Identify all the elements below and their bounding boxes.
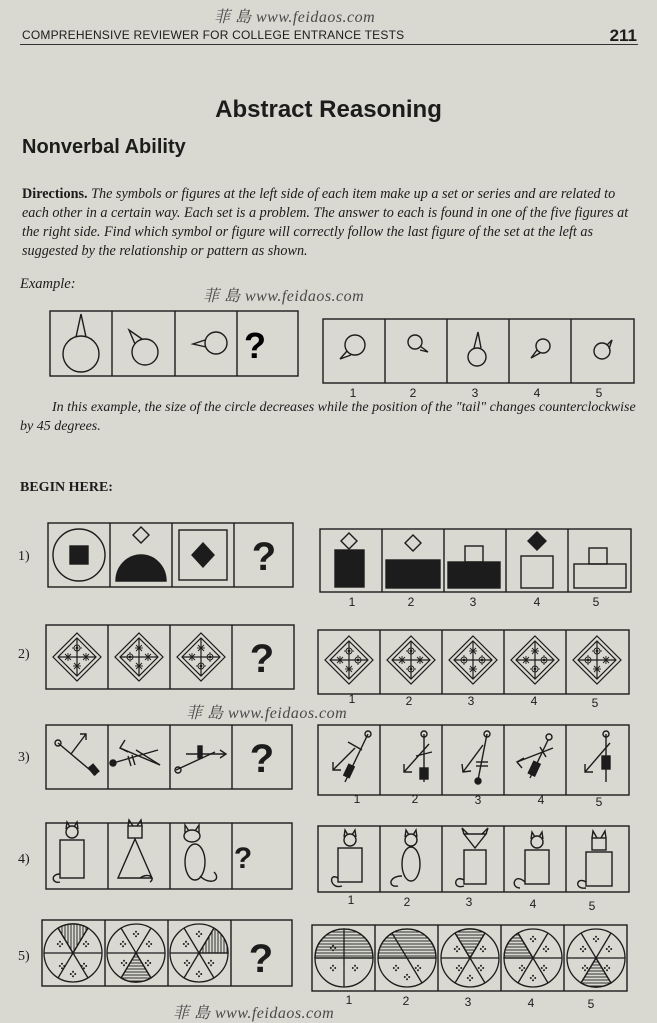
item-4-option-1: 1 [347, 893, 355, 907]
section-subtitle: Nonverbal Ability [22, 136, 186, 158]
item-1-option-2: 2 [407, 595, 415, 609]
item-5-option-5: 5 [587, 997, 595, 1011]
item-3-option-1: 1 [353, 792, 361, 806]
item-1-option-3: 3 [469, 595, 477, 609]
example-question-mark: ? [244, 325, 266, 366]
item-4-option-3: 3 [465, 895, 473, 909]
watermark-bottom: 菲 島 www.feidaos.com [173, 1005, 335, 1022]
item-1-question-mark: ? [251, 535, 277, 579]
item-number-2: 2) [18, 647, 30, 662]
begin-label: BEGIN HERE: [20, 480, 113, 495]
item-1-option-4: 4 [533, 595, 541, 609]
item-1-option-5: 5 [592, 595, 600, 609]
example-option-4: 4 [533, 386, 541, 400]
item-3-option-5: 5 [595, 795, 603, 809]
item-4-option-4: 4 [529, 897, 537, 911]
page-title: Abstract Reasoning [215, 96, 442, 123]
item-1-option-1: 1 [348, 595, 356, 609]
item-3-option-3: 3 [474, 793, 482, 807]
item-2-option-4: 4 [530, 694, 538, 708]
example-label: Example: [20, 276, 76, 292]
item-number-1: 1) [18, 549, 30, 564]
item-2-option-5: 5 [591, 696, 599, 710]
item-3-option-2: 2 [411, 792, 419, 806]
directions-text: The symbols or figures at the left side of each item make up a set or series and are related to each other in a certain way. Each set is a problem. The answer to each is found in one of the five figures at the right side. Find which symbol or figure will correctly follow the last figure of the set at the left as suggested by the relationship or pattern as shown. [22, 186, 629, 259]
item-5-option-1: 1 [345, 993, 353, 1007]
example-option-1: 1 [349, 386, 357, 400]
item-2-question-mark: ? [249, 637, 275, 681]
running-head: COMPREHENSIVE REVIEWER FOR COLLEGE ENTRANCE TESTS [22, 28, 405, 42]
directions-label: Directions. [22, 186, 88, 202]
watermark-middle: 菲 島 www.feidaos.com [186, 705, 348, 722]
item-5-option-4: 4 [527, 996, 535, 1010]
item-4-option-2: 2 [403, 895, 411, 909]
watermark-top: 菲 島 www.feidaos.com [214, 9, 376, 26]
item-number-4: 4) [18, 852, 30, 867]
item-5-option-3: 3 [464, 995, 472, 1009]
item-number-5: 5) [18, 949, 30, 964]
example-option-5: 5 [595, 386, 603, 400]
item-2-option-2: 2 [405, 694, 413, 708]
example-explanation: In this example, the size of the circle decreases while the position of the "tail" changes counterclockwise by 45 degrees. [20, 400, 636, 434]
item-5-option-2: 2 [402, 994, 410, 1008]
item-4-option-5: 5 [588, 899, 596, 913]
item-3-option-4: 4 [537, 793, 545, 807]
watermark-example: 菲 島 www.feidaos.com [203, 288, 365, 305]
item-2-option-3: 3 [467, 694, 475, 708]
item-2-option-1: 1 [348, 692, 356, 706]
item-5-question-mark: ? [248, 937, 274, 981]
item-4-question-mark: ? [233, 842, 253, 875]
example-option-3: 3 [471, 386, 479, 400]
item-number-3: 3) [18, 750, 30, 765]
example-option-2: 2 [409, 386, 417, 400]
item-3-question-mark: ? [249, 737, 275, 781]
page-number: 211 [609, 26, 637, 45]
